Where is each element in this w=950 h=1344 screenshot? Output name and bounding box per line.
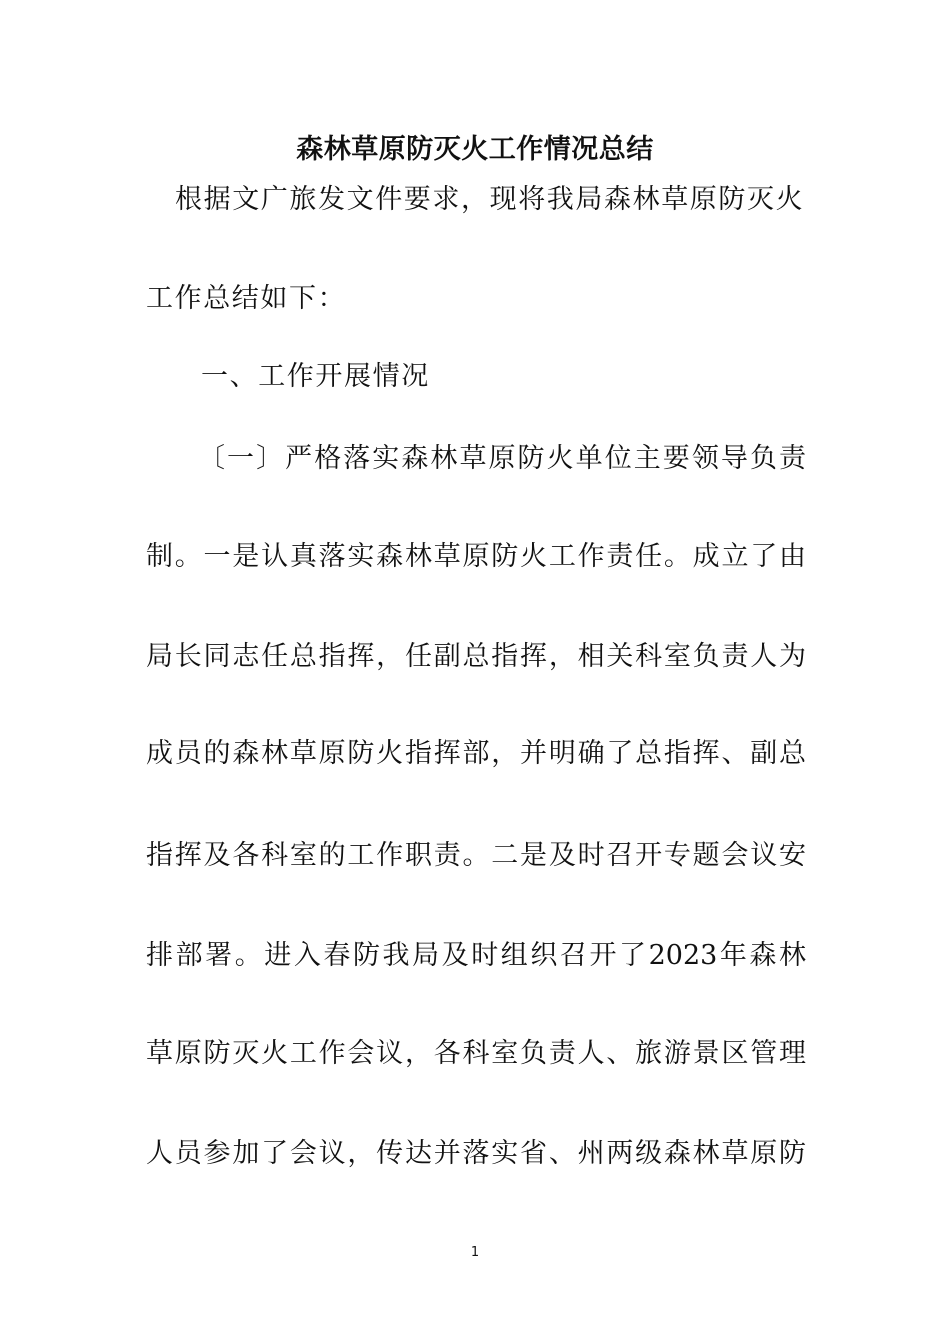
paragraph-line: 制。一是认真落实森林草原防火工作责任。成立了由 xyxy=(146,541,806,572)
paragraph-line: 工作总结如下： xyxy=(146,283,347,314)
paragraph-line: 根据文广旅发文件要求，现将我局森林草原防灭火 xyxy=(175,184,805,215)
paragraph-line: 指挥及各科室的工作职责。二是及时召开专题会议安 xyxy=(146,840,806,871)
paragraph-line: 草原防灭火工作会议，各科室负责人、旅游景区管理 xyxy=(146,1038,806,1069)
document-title: 森林草原防灭火工作情况总结 xyxy=(296,134,654,165)
paragraph-line: 排部署。进入春防我局及时组织召开了2023年森林 xyxy=(146,940,806,971)
section-heading: 一、工作开展情况 xyxy=(201,361,430,392)
paragraph-line: 人员参加了会议，传达并落实省、州两级森林草原防 xyxy=(146,1138,806,1169)
page-number: 1 xyxy=(470,1245,480,1260)
paragraph-line: 成员的森林草原防火指挥部，并明确了总指挥、副总 xyxy=(146,738,806,769)
subsection-heading: 〔一〕严格落实森林草原防火单位主要领导负责 xyxy=(198,443,806,474)
paragraph-line: 局长同志任总指挥，任副总指挥，相关科室负责人为 xyxy=(146,641,806,672)
